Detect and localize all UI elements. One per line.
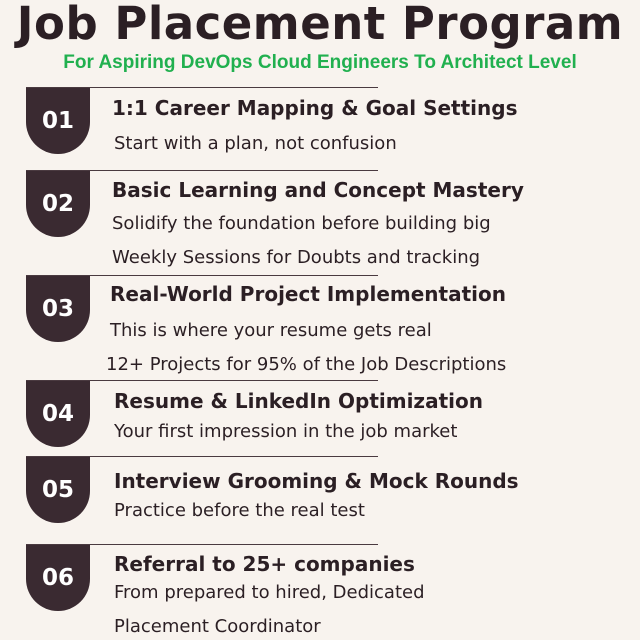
step-title: Referral to 25+ companies [114, 552, 415, 576]
step-number-badge: 06 [26, 545, 90, 611]
step-number-badge: 04 [26, 381, 90, 447]
step-description: Weekly Sessions for Doubts and tracking [112, 247, 481, 268]
step-number-badge: 01 [26, 88, 90, 154]
page-title: Job Placement Program [16, 0, 624, 50]
step-description: Practice before the real test [114, 500, 365, 521]
step-number-badge: 03 [26, 276, 90, 342]
step-number-badge: 02 [26, 171, 90, 237]
step-description: 12+ Projects for 95% of the Job Descriptions [106, 354, 507, 375]
step-title: Basic Learning and Concept Mastery [112, 178, 524, 202]
step-description: Start with a plan, not confusion [114, 133, 397, 154]
step-description: From prepared to hired, Dedicated [114, 582, 425, 603]
step-title: Resume & LinkedIn Optimization [114, 389, 483, 413]
step-description: Your first impression in the job market [114, 421, 458, 442]
step-description: Solidify the foundation before building big [112, 213, 491, 234]
page-subtitle: For Aspiring DevOps Cloud Engineers To Architect Level [63, 52, 577, 73]
step-title: 1:1 Career Mapping & Goal Settings [112, 96, 518, 120]
step-title: Interview Grooming & Mock Rounds [114, 469, 519, 493]
step-description: This is where your resume gets real [110, 320, 432, 341]
step-description: Placement Coordinator [114, 616, 321, 637]
step-number-badge: 05 [26, 457, 90, 523]
step-title: Real-World Project Implementation [110, 282, 506, 306]
